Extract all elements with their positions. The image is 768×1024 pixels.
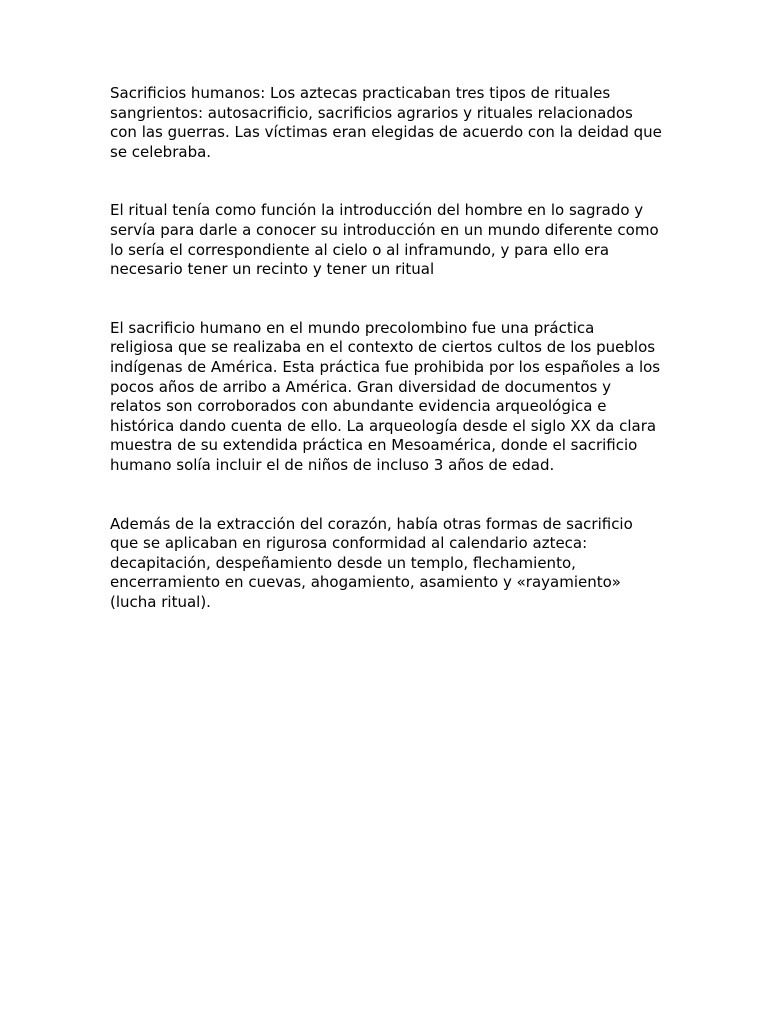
paragraph-ritual-function: El ritual tenía como función la introducción del hombre en lo sagrado y servía para darle a conocer su introducción en un mundo diferente como lo sería el correspondiente al cielo o al inframundo, y para ello era necesario tener un recinto y tener un ritual <box>110 201 659 279</box>
paragraph-human-sacrifices: Sacrificios humanos: Los aztecas practicaban tres tipos de rituales sangrientos: autosacrificio, sacrificios agrarios y rituales relacionados con las guerras. Las víctimas eran elegidas de acuerdo con la deidad que se celebraba. <box>110 84 662 161</box>
document-body <box>110 84 662 612</box>
paragraph-sacrifice-forms: Además de la extracción del corazón, había otras formas de sacrificio que se aplicaban en rigurosa conformidad al calendario azteca: decapitación, despeñamiento desde un templo, flechamiento, encerramiento en cuevas, ahogamiento, asamiento y «rayamiento» (lucha ritual). <box>110 514 633 611</box>
paragraph-precolumbian-sacrifice: El sacrificio humano en el mundo precolombino fue una práctica religiosa que se realizaba en el contexto de ciertos cultos de los pueblos indígenas de América. Esta práctica fue prohibida por los españoles a los pocos años de arribo a América. Gran diversidad de documentos y relatos son corroborados con abundante evidencia arqueológica e histórica dando cuenta de ello. La arqueología desde el siglo XX da clara muestra de su extendida práctica en Mesoamérica, donde el sacrificio humano solía incluir el de niños de incluso 3 años de edad. <box>110 318 661 474</box>
